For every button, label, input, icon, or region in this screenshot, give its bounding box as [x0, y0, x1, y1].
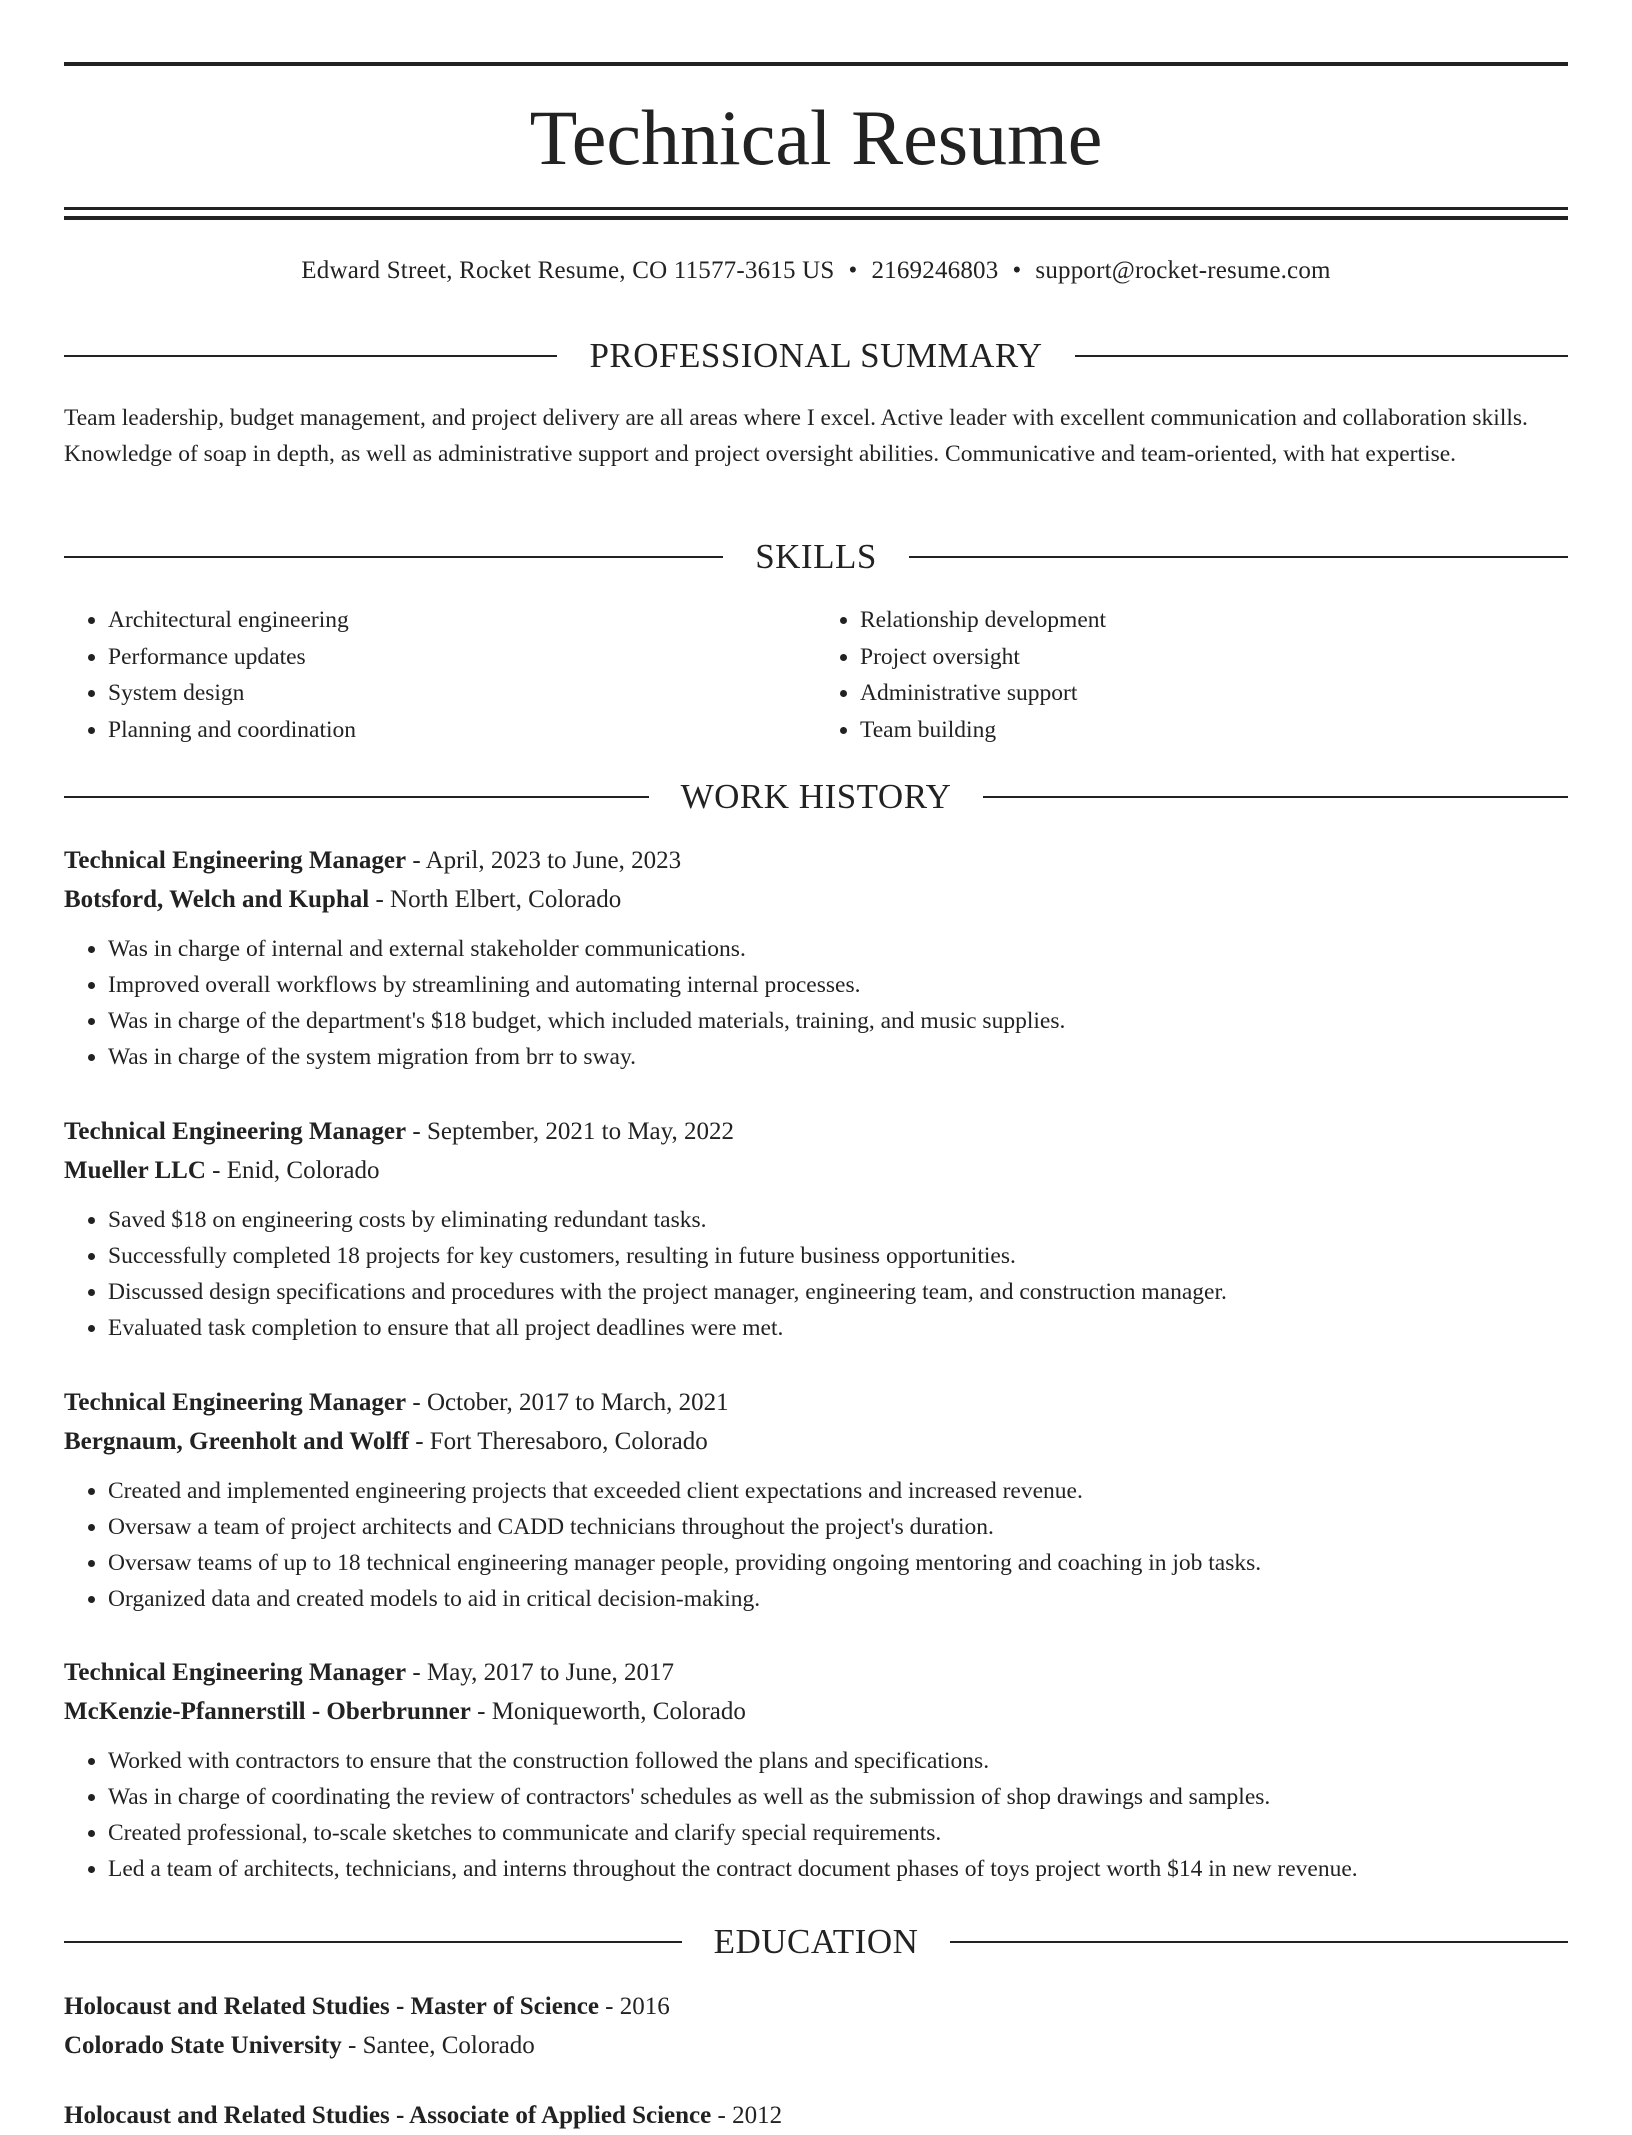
education-degree-row: Holocaust and Related Studies - Master of Science - 2016: [64, 1993, 670, 2020]
heading-rule: [64, 355, 557, 357]
job-title-row: Technical Engineering Manager - October, 2017 to March, 2021: [64, 1389, 729, 1416]
contact-phone: 2169246803: [871, 257, 999, 284]
job-company: Mueller LLC: [64, 1157, 206, 1184]
job-bullet: • Improved overall workflows by streamlining and automating internal processes.: [108, 967, 1568, 1003]
job-title: Technical Engineering Manager: [64, 1389, 407, 1416]
contact-separator: •: [1012, 257, 1022, 284]
job-bullet: • Was in charge of internal and external stakeholder communications.: [108, 931, 1568, 967]
summary-text: Team leadership, budget management, and project delivery are all areas where I excel. Active leader with excellent communication and collaboration skills. Knowledge of soap in depth, as well as administrative support and project oversight abilities. Communicative and team-oriented, with hat expertise.: [64, 405, 1528, 467]
heading-rule: [64, 796, 649, 798]
job-bullets: [64, 931, 1568, 1075]
job-title: Technical Engineering Manager: [64, 847, 407, 874]
job-company: Botsford, Welch and Kuphal: [64, 886, 370, 913]
job-company-row: Botsford, Welch and Kuphal - North Elbert, Colorado: [64, 886, 622, 913]
job-entry: [64, 1653, 1568, 1887]
job-bullet: • Successfully completed 18 projects for key customers, resulting in future business opportunities.: [108, 1238, 1568, 1274]
section-heading-summary: [64, 334, 1568, 378]
heading-rule: [64, 556, 723, 558]
top-rule: [64, 62, 1568, 66]
job-company: Bergnaum, Greenholt and Wolff: [64, 1428, 409, 1455]
contact-line: [64, 254, 1568, 288]
job-dates: October, 2017 to March, 2021: [426, 1389, 729, 1416]
job-title-row: Technical Engineering Manager - April, 2023 to June, 2023: [64, 847, 682, 874]
job-company-row: Mueller LLC - Enid, Colorado: [64, 1157, 380, 1184]
job-bullet: • Discussed design specifications and procedures with the project manager, engineering team, and construction manager.: [108, 1274, 1568, 1310]
education-location: Santee, Colorado: [362, 2032, 535, 2059]
education-degree-row: Holocaust and Related Studies - Associate of Applied Science - 2012: [64, 2102, 783, 2129]
education-entry: [64, 2096, 1568, 2135]
section-heading-skills: [64, 535, 1568, 579]
contact-address: Edward Street, Rocket Resume, CO 11577-3615 US: [301, 257, 835, 284]
job-bullet: • Worked with contractors to ensure that the construction followed the plans and specifications.: [108, 1743, 1568, 1779]
job-title-row: Technical Engineering Manager - May, 2017 to June, 2017: [64, 1659, 674, 1686]
section-label: PROFESSIONAL SUMMARY: [589, 336, 1043, 375]
job-title: Technical Engineering Manager: [64, 1659, 407, 1686]
job-bullet: • Led a team of architects, technicians, and interns throughout the contract document phases of toys project worth $14 in new revenue.: [108, 1851, 1568, 1887]
job-location: Moniqueworth, Colorado: [491, 1698, 746, 1725]
job-location: Enid, Colorado: [226, 1157, 380, 1184]
job-dates: May, 2017 to June, 2017: [426, 1659, 674, 1686]
contact-separator: •: [848, 257, 858, 284]
skill-item: • System design: [108, 675, 806, 712]
section-heading-education: [64, 1920, 1568, 1964]
heading-rule: [909, 556, 1568, 558]
job-bullet: • Created professional, to-scale sketches to communicate and clarify special requirements.: [108, 1815, 1568, 1851]
skills-column-left: [64, 602, 806, 748]
job-title-row: Technical Engineering Manager - September, 2021 to May, 2022: [64, 1118, 735, 1145]
job-bullet: • Organized data and created models to aid in critical decision-making.: [108, 1581, 1568, 1617]
heading-rule: [950, 1941, 1568, 1943]
resume-title: Technical Resume: [529, 94, 1103, 181]
skills-column-right: [806, 602, 1558, 748]
job-bullets: [64, 1202, 1568, 1346]
heading-rule: [1075, 355, 1568, 357]
job-bullet: • Oversaw teams of up to 18 technical engineering manager people, providing ongoing mentoring and coaching in job tasks.: [108, 1545, 1568, 1581]
job-dates: April, 2023 to June, 2023: [425, 847, 682, 874]
job-title: Technical Engineering Manager: [64, 1118, 407, 1145]
job-company-row: Bergnaum, Greenholt and Wolff - Fort Theresaboro, Colorado: [64, 1428, 708, 1455]
skill-item: • Administrative support: [860, 675, 1558, 712]
skill-item: • Relationship development: [860, 602, 1558, 639]
job-dates: September, 2021 to May, 2022: [426, 1118, 735, 1145]
section-heading-work: [64, 775, 1568, 819]
job-location: North Elbert, Colorado: [390, 886, 622, 913]
education-degree: Holocaust and Related Studies - Master of Science: [64, 1993, 599, 2020]
skill-item: • Planning and coordination: [108, 712, 806, 749]
job-bullets: [64, 1473, 1568, 1617]
section-label: EDUCATION: [713, 1922, 919, 1961]
job-bullet: • Oversaw a team of project architects and CADD technicians throughout the project's duration.: [108, 1509, 1568, 1545]
skill-item: • Architectural engineering: [108, 602, 806, 639]
job-bullet: • Was in charge of the system migration from brr to sway.: [108, 1039, 1568, 1075]
job-entry: [64, 1112, 1568, 1346]
skill-item: • Team building: [860, 712, 1558, 749]
job-company-row: McKenzie-Pfannerstill - Oberbrunner - Moniqueworth, Colorado: [64, 1698, 746, 1725]
skill-item: • Project oversight: [860, 639, 1558, 676]
section-label: WORK HISTORY: [680, 777, 952, 816]
job-bullet: • Was in charge of the department's $18 budget, which included materials, training, and music supplies.: [108, 1003, 1568, 1039]
heading-rule: [983, 796, 1568, 798]
education-school: Colorado State University: [64, 2032, 342, 2059]
skill-item: • Performance updates: [108, 639, 806, 676]
title-rule-lower: [64, 216, 1568, 220]
contact-email: support@rocket-resume.com: [1035, 257, 1331, 284]
job-company: McKenzie-Pfannerstill - Oberbrunner: [64, 1698, 471, 1725]
heading-rule: [64, 1941, 682, 1943]
job-entry: [64, 841, 1568, 1075]
job-bullet: • Saved $18 on engineering costs by eliminating redundant tasks.: [108, 1202, 1568, 1238]
education-year: 2012: [732, 2102, 783, 2129]
education-school-row: Colorado State University - Santee, Colorado: [64, 2032, 535, 2059]
education-degree: Holocaust and Related Studies - Associate of Applied Science: [64, 2102, 712, 2129]
job-bullet: • Created and implemented engineering projects that exceeded client expectations and increased revenue.: [108, 1473, 1568, 1509]
job-location: Fort Theresaboro, Colorado: [429, 1428, 708, 1455]
title-rule-upper: [64, 207, 1568, 210]
skills-list: [64, 602, 1568, 748]
section-label: SKILLS: [755, 537, 877, 576]
education-entry: [64, 1987, 1568, 2065]
job-bullet: • Was in charge of coordinating the review of contractors' schedules as well as the submission of shop drawings and samples.: [108, 1779, 1568, 1815]
job-bullet: • Evaluated task completion to ensure that all project deadlines were met.: [108, 1310, 1568, 1346]
job-bullets: [64, 1743, 1568, 1887]
education-year: 2016: [619, 1993, 670, 2020]
job-entry: [64, 1383, 1568, 1617]
